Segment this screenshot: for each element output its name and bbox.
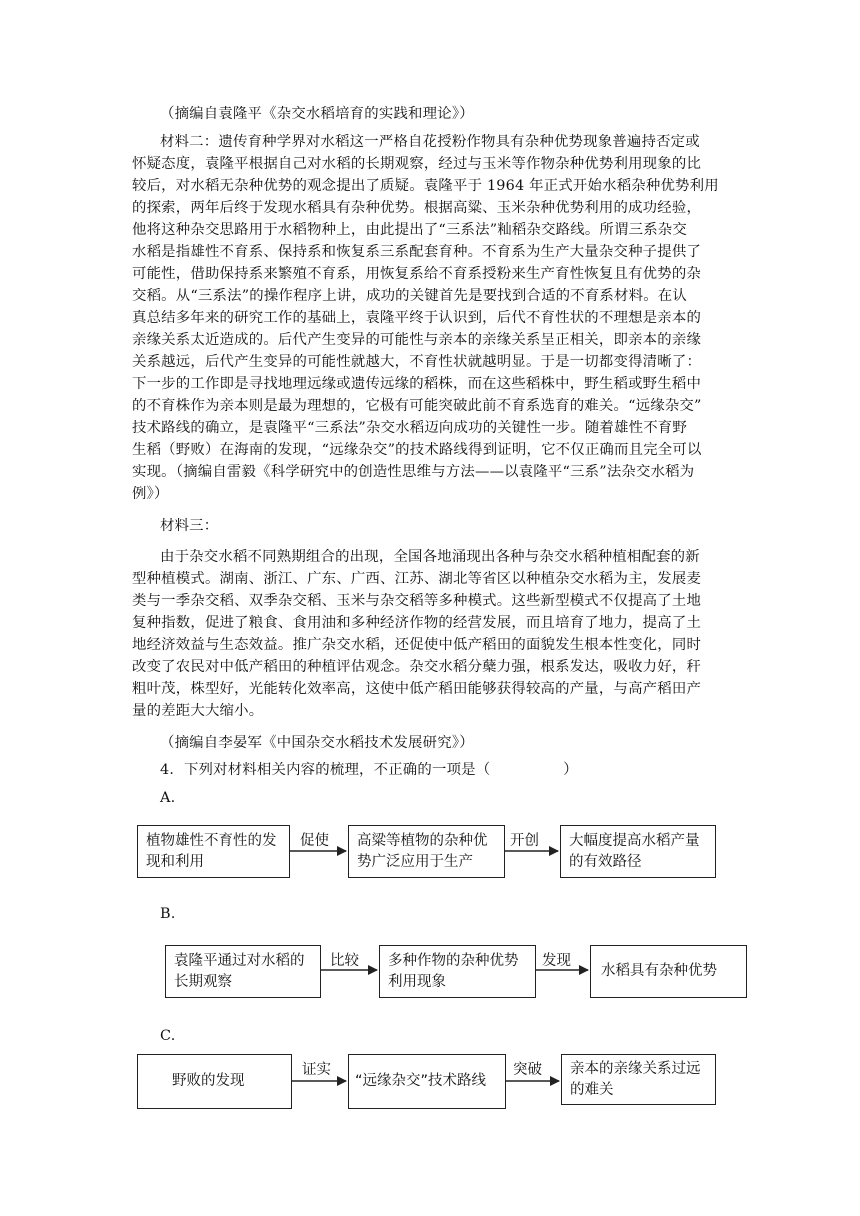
material-two-line: 水稻是指雄性不育系、保持系和恢复系三系配套育种。不育系为生产大量杂交种子提供了 [132, 244, 702, 260]
material-three-line: 粗叶茂，株型好，光能转化效率高，这使中低产稻田能够获得较高的产量，与高产稻田产 [132, 681, 702, 697]
material-two-line: 实现。（摘编自雷毅《科学研究中的创造性思维与方法——以袁隆平“三系”法杂交水稻为 [132, 464, 695, 480]
option-b-label: B. [160, 906, 176, 922]
material-two-line: 亲缘关系太近造成的。后代产生变异的可能性与亲本的亲缘关系呈正相关，即亲本的亲缘 [132, 332, 702, 348]
material-two-line: 较后，对水稻无杂种优势的观念提出了质疑。袁隆平于 1964 年正式开始水稻杂种优势利用 [132, 178, 719, 194]
diagram-b-arrow-1-label: 比较 [330, 953, 359, 969]
option-c-label: C. [160, 1028, 176, 1044]
diagram-a-box-2: 高粱等植物的杂种优 势广泛应用于生产 [348, 825, 505, 878]
diagram-c-arrow-1-label: 证实 [302, 1062, 331, 1078]
material-two-line: 可能性，借助保持系来繁殖不育系，用恢复系给不育系授粉来生产育性恢复且有优势的杂 [132, 266, 702, 282]
material-two-line: 材料二：遗传育种学界对水稻这一严格自花授粉作物具有杂种优势现象普遍持否定或 [160, 134, 700, 150]
material-three-heading: 材料三： [160, 518, 219, 534]
material-three-line: 地经济效益与生态效益。推广杂交水稻，还促使中低产稻田的面貌发生根本性变化，同时 [132, 637, 702, 653]
diagram-a-box-3: 大幅度提高水稻产量 的有效路径 [560, 825, 716, 878]
material-two-line: 关系越远，后代产生变异的可能性就越大，不育性状就越明显。于是一切都变得清晰了： [132, 354, 702, 370]
diagram-b-arrow-2-label: 发现 [542, 953, 571, 969]
material-two-line: 下一步的工作即是寻找地理远缘或遗传远缘的稻株，而在这些稻株中，野生稻或野生稻中 [132, 376, 702, 392]
diagram-a-arrow-1-label: 促使 [300, 833, 329, 849]
diagram-c-box-2: “远缘杂交”技术路线 [348, 1054, 506, 1109]
question-4: 4．下列对材料相关内容的梳理，不正确的一项是（ ） [160, 762, 578, 778]
material-three-line: 由于杂交水稻不同熟期组合的出现，全国各地涌现出各种与杂交水稻种植相配套的新 [160, 549, 700, 565]
diagram-a-arrow-2-label: 开创 [510, 833, 539, 849]
material-two-line: 交稻。从“三系法”的操作程序上讲，成功的关键首先是要找到合适的不育系材料。在认 [132, 288, 687, 304]
diagram-c-box-1: 野败的发现 [137, 1054, 292, 1109]
material-two-line: 例》） [132, 486, 169, 502]
diagram-a-box-1: 植物雄性不育性的发 现和利用 [137, 825, 290, 878]
source-note-1: （摘编自袁隆平《杂交水稻培育的实践和理论》） [160, 106, 474, 122]
material-two-line: 技术路线的确立，是袁隆平“三系法”杂交水稻迈向成功的关键性一步。随着雄性不育野 [132, 420, 687, 436]
material-three-line: 型种植模式。湖南、浙江、广东、广西、江苏、湖北等省区以种植杂交水稻为主，发展麦 [132, 571, 702, 587]
material-two-line: 的探索，两年后终于发现水稻具有杂种优势。根据高粱、玉米杂种优势利用的成功经验， [132, 200, 702, 216]
source-note-3: （摘编自李晏军《中国杂交水稻技术发展研究》） [160, 735, 474, 751]
diagram-c-box-3: 亲本的亲缘关系过远 的难关 [561, 1054, 716, 1105]
material-two-line: 怀疑态度，袁隆平根据自己对水稻的长期观察，经过与玉米等作物杂种优势利用现象的比 [132, 156, 702, 172]
diagram-b-box-3: 水稻具有杂种优势 [590, 945, 747, 998]
material-two-line: 真总结多年来的研究工作的基础上，袁隆平终于认识到，后代不育性状的不理想是亲本的 [132, 310, 702, 326]
material-three-line: 复种指数，促进了粮食、食用油和多种经济作物的经营发展，而且培育了地力，提高了土 [132, 615, 702, 631]
option-a-label: A. [160, 790, 176, 806]
material-three-line: 改变了农民对中低产稻田的种植评估观念。杂交水稻分蘖力强，根系发达，吸收力好，秆 [132, 659, 702, 675]
material-two-line: 生稻（野败）在海南的发现，“远缘杂交”的技术路线得到证明，它不仅正确而且完全可以 [132, 442, 702, 458]
diagram-c-arrow-2-label: 突破 [513, 1062, 542, 1078]
material-two-line: 他将这种杂交思路用于水稻物种上，由此提出了“三系法”籼稻杂交路线。所谓三系杂交 [132, 222, 687, 238]
material-three-line: 类与一季杂交稻、双季杂交稻、玉米与杂交稻等多种模式。这些新型模式不仅提高了土地 [132, 593, 702, 609]
material-two-line: 的不育株作为亲本则是最为理想的，它极有可能突破此前不育系选育的难关。“远缘杂交” [132, 398, 702, 414]
diagram-b-box-1: 袁隆平通过对水稻的 长期观察 [165, 945, 321, 998]
diagram-b-box-2: 多种作物的杂种优势 利用现象 [379, 945, 536, 998]
material-three-line: 量的差距大大缩小。 [132, 703, 264, 719]
